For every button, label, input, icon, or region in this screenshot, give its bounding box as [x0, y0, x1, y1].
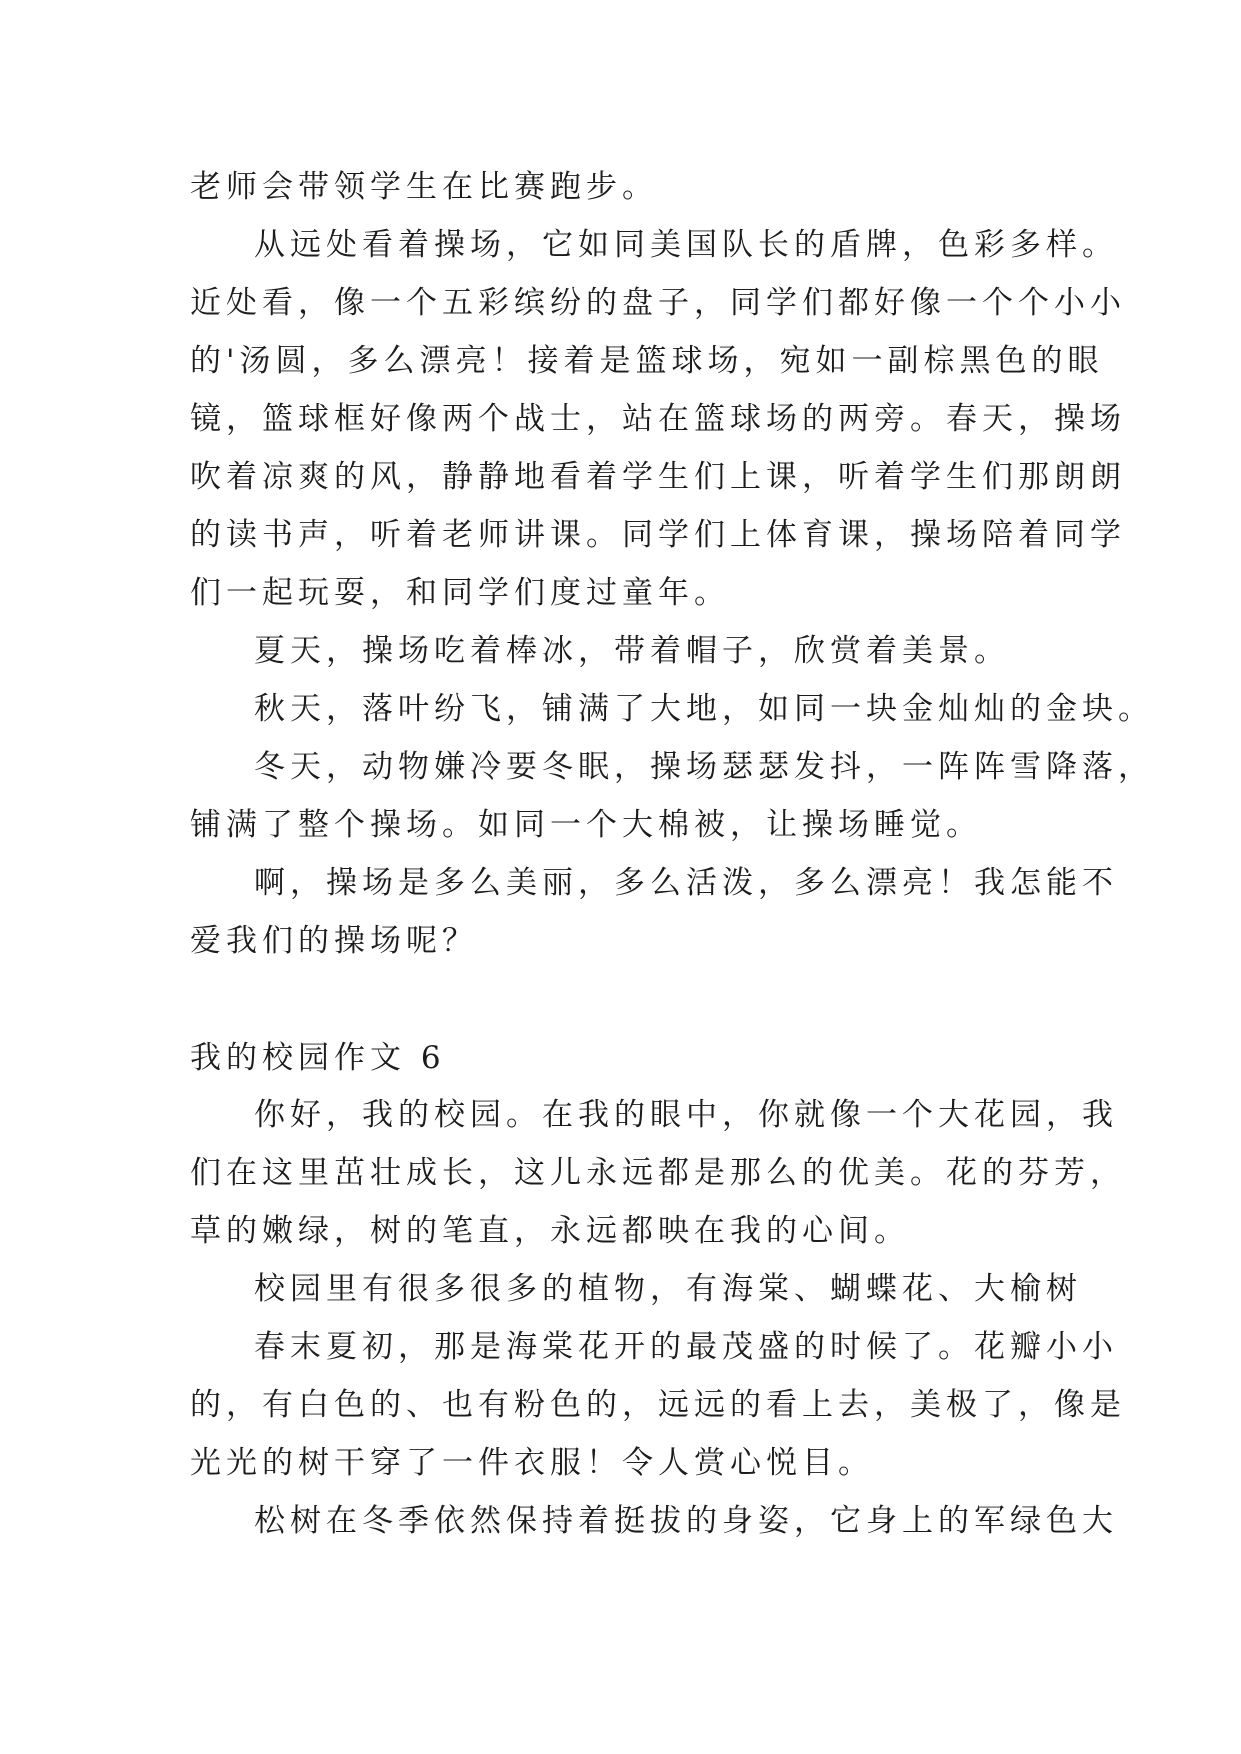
paragraph-start-line: 啊，操场是多么美丽，多么活泼，多么漂亮！我怎能不: [254, 865, 1118, 901]
paragraph-start-line: 夏天，操场吃着棒冰，带着帽子，欣赏着美景。: [254, 633, 1010, 669]
text-line: 镜，篮球框好像两个战士，站在篮球场的两旁。春天，操场: [190, 401, 1126, 437]
paragraph-start-line: 松树在冬季依然保持着挺拔的身姿，它身上的军绿色大: [254, 1503, 1118, 1539]
text-line: 们在这里茁壮成长，这儿永远都是那么的优美。花的芬芳，: [190, 1155, 1126, 1191]
text-line: 爱我们的操场呢？: [190, 923, 478, 959]
section-heading: 我的校园作文 6: [190, 1040, 446, 1076]
text-line: 们一起玩耍，和同学们度过童年。: [190, 575, 730, 611]
text-line: 近处看，像一个五彩缤纷的盘子，同学们都好像一个个小小: [190, 285, 1126, 321]
paragraph-start-line: 你好，我的校园。在我的眼中，你就像一个大花园，我: [254, 1097, 1118, 1133]
text-line: 老师会带领学生在比赛跑步。: [190, 169, 658, 205]
text-line: 铺满了整个操场。如同一个大棉被，让操场睡觉。: [190, 807, 982, 843]
paragraph-start-line: 冬天，动物嫌冷要冬眠，操场瑟瑟发抖，一阵阵雪降落，: [254, 749, 1154, 785]
text-line: 吹着凉爽的风，静静地看着学生们上课，听着学生们那朗朗: [190, 459, 1126, 495]
paragraph-start-line: 春末夏初，那是海棠花开的最茂盛的时候了。花瓣小小: [254, 1329, 1118, 1365]
text-line: 的'汤圆，多么漂亮！接着是篮球场，宛如一副棕黑色的眼: [190, 343, 1104, 379]
text-line: 的，有白色的、也有粉色的，远远的看上去，美极了，像是: [190, 1387, 1126, 1423]
paragraph-start-line: 从远处看着操场，它如同美国队长的盾牌，色彩多样。: [254, 227, 1118, 263]
text-line: 草的嫩绿，树的笔直，永远都映在我的心间。: [190, 1213, 910, 1249]
paragraph-start-line: 校园里有很多很多的植物，有海棠、蝴蝶花、大榆树: [254, 1271, 1082, 1307]
text-line: 光光的树干穿了一件衣服！令人赏心悦目。: [190, 1445, 874, 1481]
text-line: 的读书声，听着老师讲课。同学们上体育课，操场陪着同学: [190, 517, 1126, 553]
paragraph-start-line: 秋天，落叶纷飞，铺满了大地，如同一块金灿灿的金块。: [254, 691, 1154, 727]
